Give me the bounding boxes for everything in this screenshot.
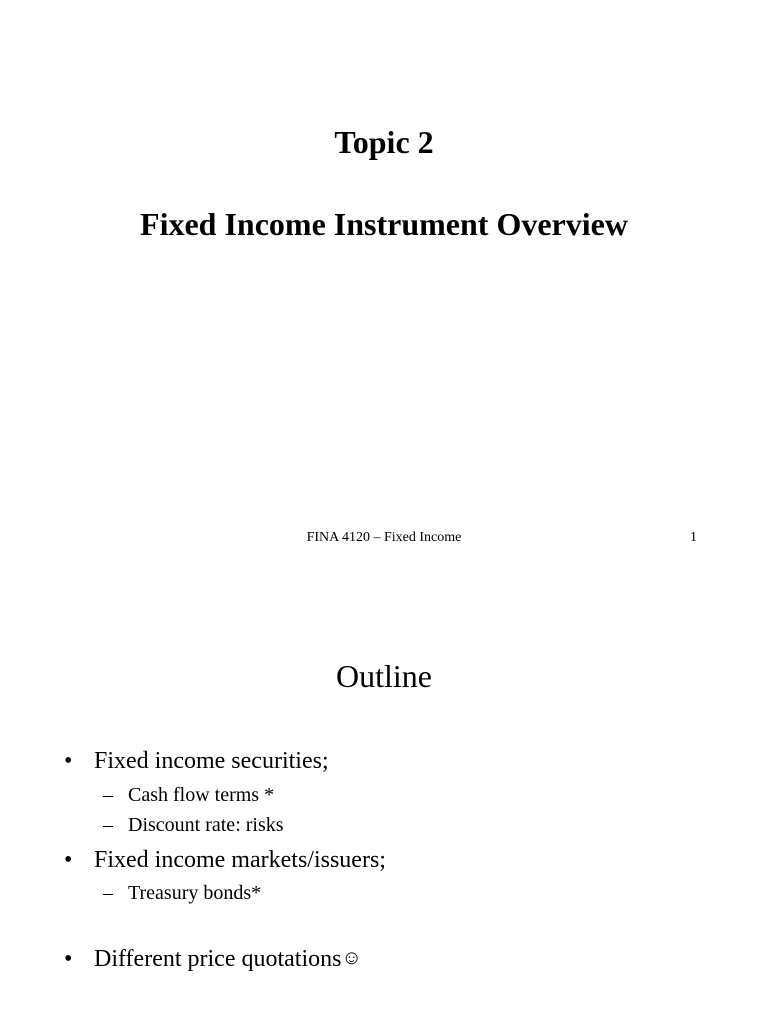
bullet-text: Different price quotations: [94, 946, 342, 972]
list-item: [64, 943, 362, 974]
topic-heading: Topic 2: [334, 124, 434, 160]
bullet-marker: •: [64, 847, 73, 873]
page-number: 1: [690, 530, 697, 545]
sub-bullet-text: Cash flow terms *: [128, 784, 275, 806]
sub-list-item: [103, 881, 261, 905]
list-item: [64, 746, 329, 776]
sub-list-item: [103, 783, 274, 807]
dash-marker: –: [103, 882, 113, 904]
list-item: [64, 845, 386, 875]
sub-bullet-text: Treasury bonds*: [128, 882, 262, 904]
bullet-text: Fixed income securities;: [94, 748, 329, 774]
bullet-marker: •: [64, 946, 73, 972]
outline-heading: Outline: [336, 658, 432, 694]
footer-course: FINA 4120 – Fixed Income: [306, 530, 462, 545]
bullet-text: Fixed income markets/issuers;: [94, 847, 386, 873]
smiley-icon: ☺: [341, 947, 362, 969]
sub-bullet-text: Discount rate: risks: [128, 814, 284, 836]
dash-marker: –: [103, 784, 113, 806]
slide-title: Fixed Income Instrument Overview: [140, 206, 628, 242]
bullet-marker: •: [64, 748, 73, 774]
dash-marker: –: [103, 814, 113, 836]
sub-list-item: [103, 813, 284, 837]
